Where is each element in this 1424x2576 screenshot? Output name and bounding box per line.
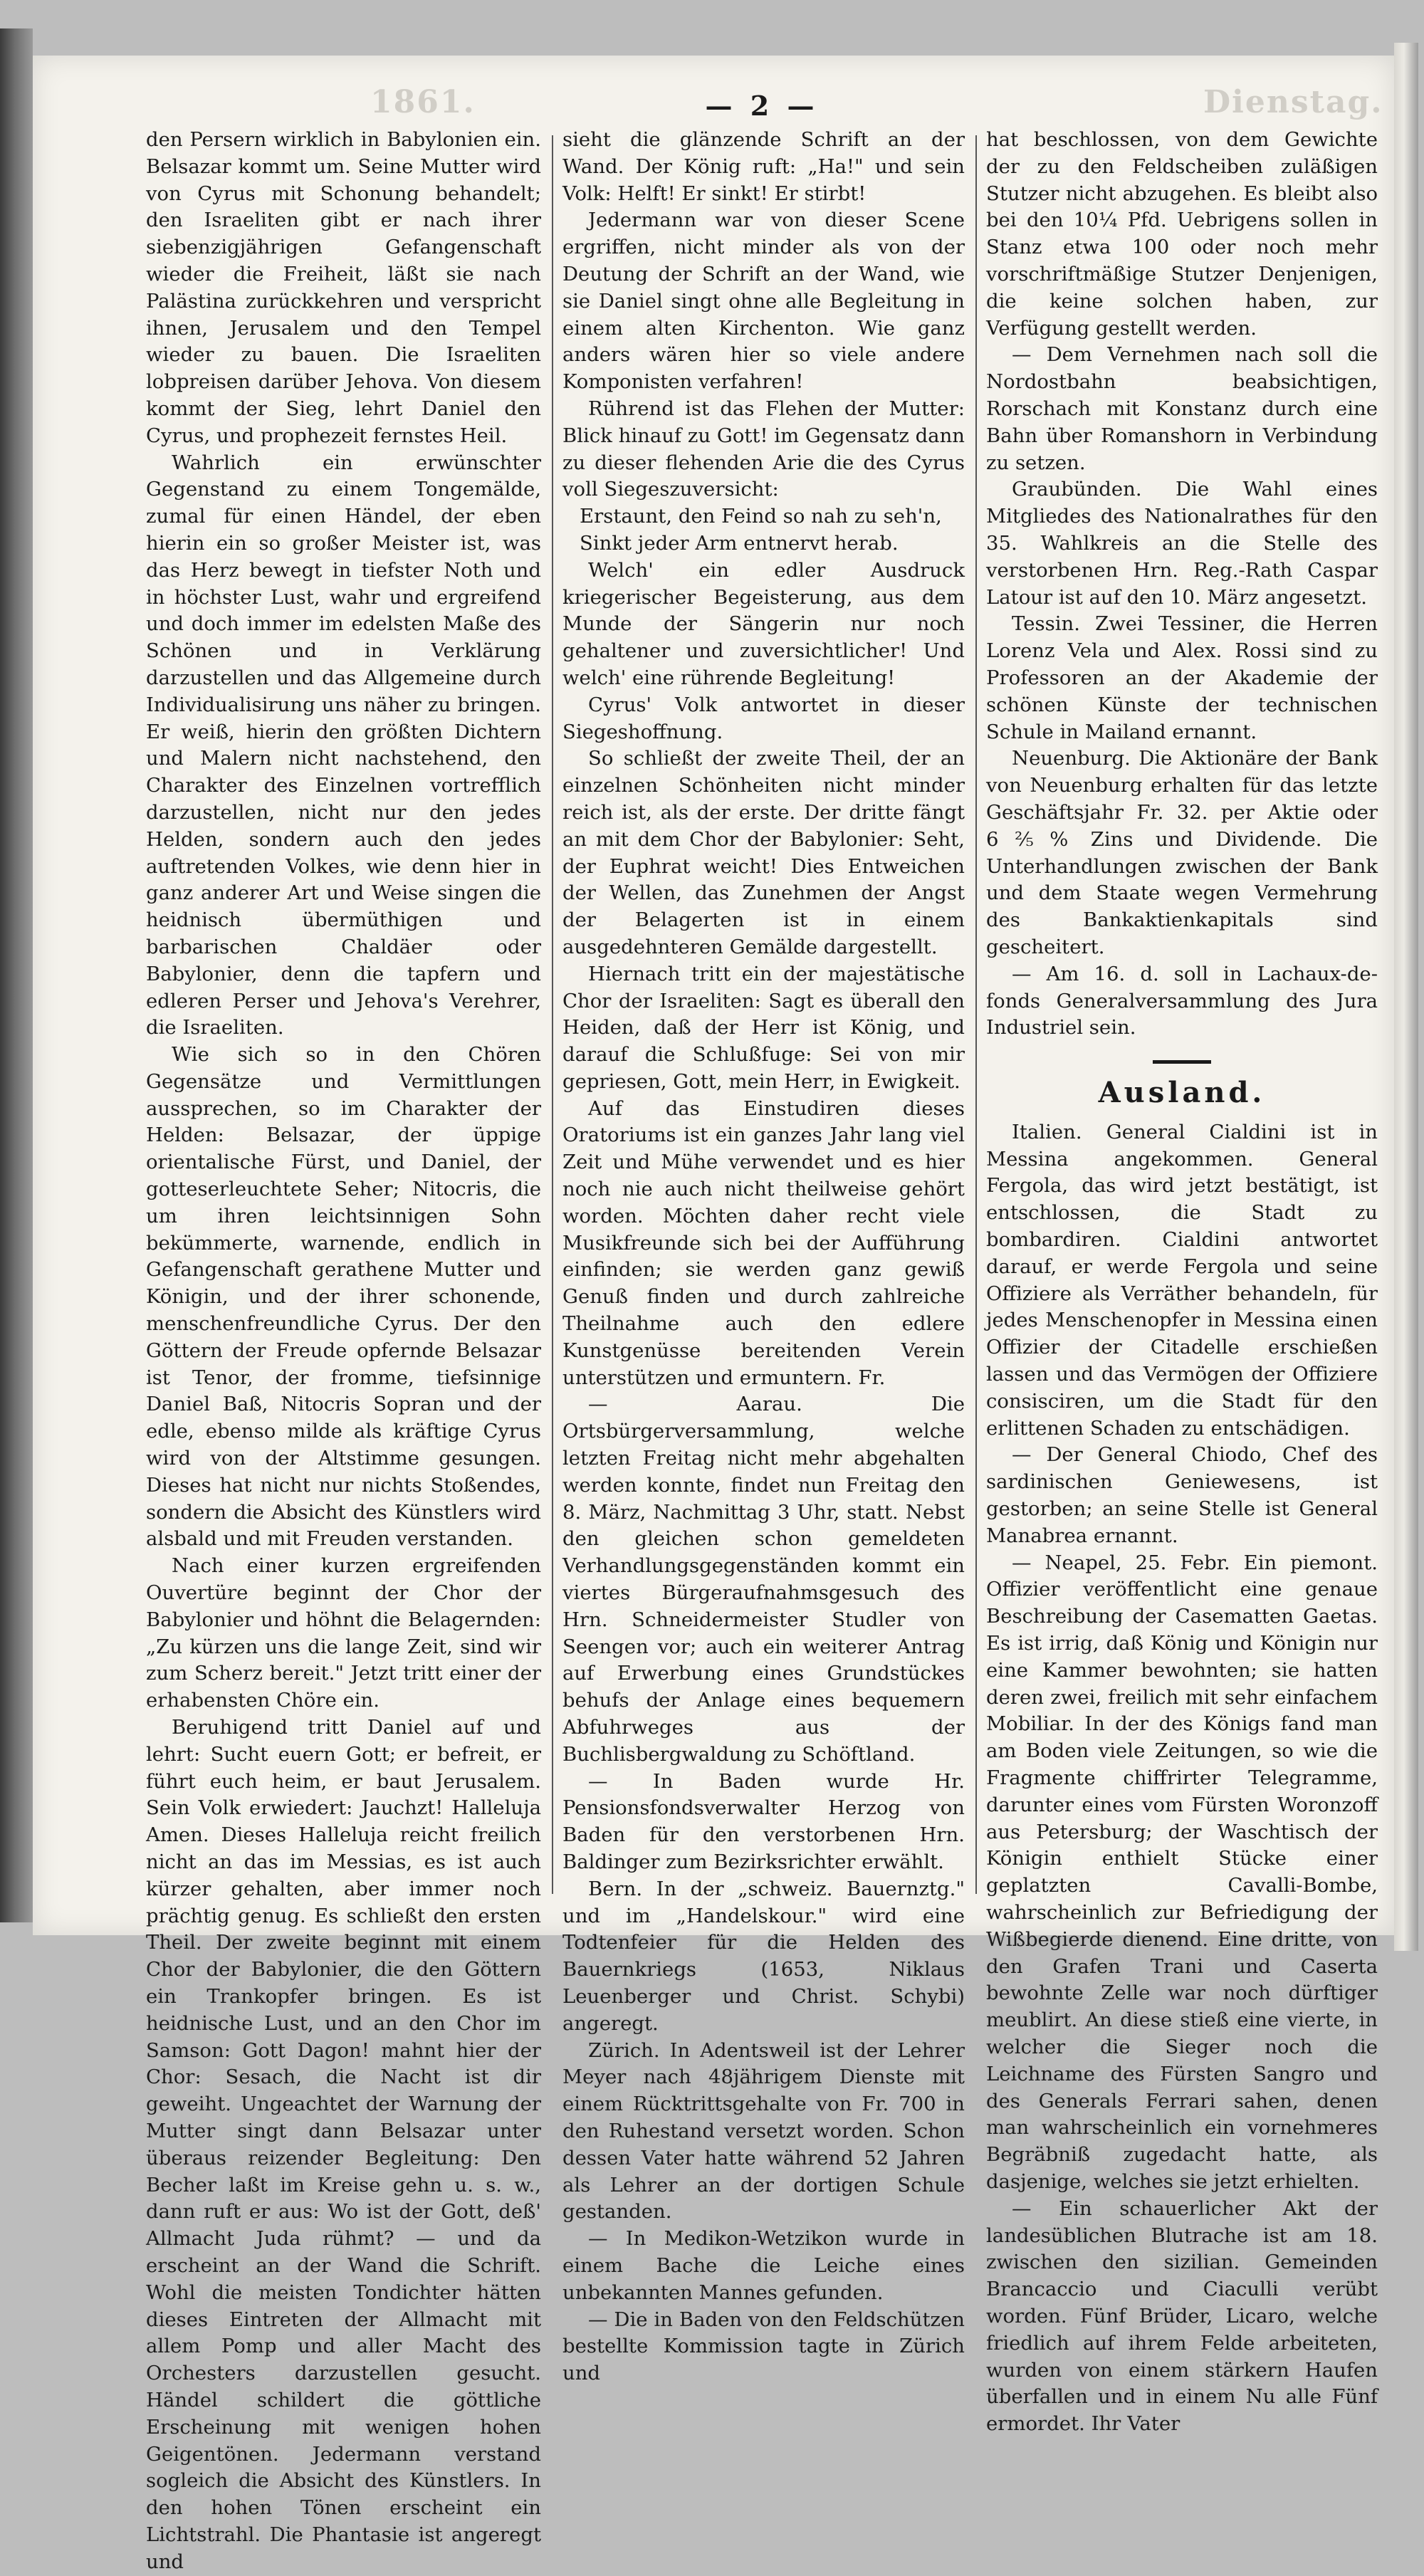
paragraph: Wahrlich ein erwünschter Gegenstand zu einem Tongemälde, zumal für einen Händel, der eben hierin ein so großer Meister ist, was das Herz bewegt in tiefster Noth und in höchster Lust, wahr und ergreifend und doch immer im edelsten Maße des Schönen und in Verklärung darzustellen und das Allgemeine durch Individualisirung uns näher zu bringen. Er weiß, hierin den größten Dichtern und Malern nicht nachstehend, den Charakter des Einzelnen vortrefflich darzustellen, nicht nur den jedes Helden, sondern auch den jedes auftretenden Volkes, wie denn hier in ganz anderer Art und Weise singen die heidnisch übermüthigen und barbarischen Chaldäer oder Babylonier, denn die tapfern und edleren Perser und Jehova's Verehrer, die Israeliten. xyxy=(146,451,541,1040)
bleed-through-left: 1861. xyxy=(370,84,476,120)
paragraph: — In Medikon-Wetzikon wurde in einem Bache die Leiche eines unbekannten Mannes gefunden. xyxy=(562,2227,965,2304)
paragraph: — Ein schauerlicher Akt der landesüblichen Blutrache ist am 18. zwischen den sizilian. Gemeinden Brancaccio und Ciaculli verübt worden. Fünf Brüder, Licaro, welche friedlich auf ihrem Felde arbeiteten, wurden von einem stärkern Haufen überfallen und in einem Nu alle Fünf ermordet. Ihr Vater xyxy=(986,2197,1378,2436)
paragraph: Italien. General Cialdini ist in Messina angekommen. General Fergola, das wird jetzt bestätigt, ist entschlossen, die Stadt zu bombardiren. Cialdini antwortet darauf, er werde Fergola und seine Offiziere als Verräther behandeln, für jedes Menschenopfer in Messina einen Offizier der Citadelle erschießen lassen und das Vermögen der Offiziere consisciren, um die Stadt für den erlittenen Schaden zu entschädigen. xyxy=(986,1120,1378,1440)
column-2 xyxy=(562,127,965,2385)
paragraph: Erstaunt, den Feind so nah zu seh'n, xyxy=(580,505,942,528)
paragraph: — Aarau. Die Ortsbürgerversammlung, welche letzten Freitag nicht mehr abgehalten werden konnte, findet nun Freitag den 8. März, Nachmittag 3 Uhr, statt. Nebst den gleichen schon gemeldeten Verhandlungsgegenständen kommt ein viertes Bürgeraufnahmsgesuch des Hrn. Schneidermeister Studler von Seengen vor; auch ein weiterer Antrag auf Erwerbung eines Grundstückes behufs der Anlage eines bequemern Abfuhrweges aus der Buchlisbergwaldung zu Schöftland. xyxy=(562,1393,965,1766)
paragraph: Jedermann war von dieser Scene ergriffen, nicht minder als von der Deutung der Schrift an der Wand, wie sie Daniel singt ohne alle Begleitung in einem alten Kirchenton. Wie ganz anders wären hier so viele andere Komponisten verfahren! xyxy=(562,209,965,394)
paragraph: So schließt der zweite Theil, der an einzelnen Schönheiten nicht minder reich ist, als der erste. Der dritte fängt an mit dem Chor der Babylonier: Seht, der Euphrat weicht! Dies Entweichen der Wellen, das Zunehmen der Angst der Belagerten ist in einem ausgedehnteren Gemälde dargestellt. xyxy=(562,747,965,958)
paragraph: Beruhigend tritt Daniel auf und lehrt: Sucht euern Gott; er befreit, er führt euch heim, er baut Jerusalem. Sein Volk erwiedert: Jauchzt! Halleluja Amen. Dieses Halleluja reicht freilich nicht an das im Messias, es ist auch kürzer gehalten, aber immer noch prächtig genug. Es schließt den ersten Theil. Der zweite beginnt mit einem Chor der Babylonier, die den Göttern ein Trankopfer bringen. Es ist heidnische Lust, und an den Chor im Samson: Gott Dagon! mahnt hier der Chor: Sesach, die Nacht ist dir geweiht. Ungeachtet der Warnung der Mutter singt dann Belsazar unter überaus reizender Begleitung: Den Becher laßt im Kreise gehn u. s. w., dann ruft er aus: Wo ist der Gott, deß' Allmacht Juda rühmt? — und da erscheint an der Wand die Schrift. Wohl die meisten Tondichter hätten dieses Eintreten der Allmacht mit allem Pomp und aller Macht des Orchesters darzustellen gesucht. Händel schildert die göttliche Erscheinung mit wenigen hohen Geigentönen. Jedermann verstand sogleich die Absicht des Künstlers. In den hohen Tönen erscheint ein Lichtstrahl. Die Phantasie ist angeregt und xyxy=(146,1716,541,2573)
paragraph: Welch' ein edler Ausdruck kriegerischer Begeisterung, aus dem Munde der Sängerin nur noch gehaltener und zuversichtlicher! Und welch' eine rührende Begleitung! xyxy=(562,558,965,689)
paragraph: — Dem Vernehmen nach soll die Nordostbahn beabsichtigen, Rorschach mit Konstanz durch eine Bahn über Romanshorn in Verbindung zu setzen. xyxy=(986,343,1378,474)
section-heading-ausland: Ausland. xyxy=(1098,1076,1266,1110)
paragraph: Auf das Einstudiren dieses Oratoriums ist ein ganzes Jahr lang viel Zeit und Mühe verwendet und es hier noch nie auch nicht theilweise gehört worden. Möchten daher recht viele Musikfreunde sich bei der Aufführung einfinden; sie werden ganz gewiß Genuß finden und durch zahlreiche Theilnahme auch den edlere Kunstgenüsse bereitenden Verein unterstützen und ermuntern. Fr. xyxy=(562,1096,965,1389)
bleed-through-right: Dienstag. xyxy=(1203,84,1383,120)
paragraph: Graubünden. Die Wahl eines Mitgliedes des Nationalrathes für den 35. Wahlkreis an die Stelle des verstorbenen Hrn. Reg.-Rath Caspar Latour ist auf den 10. März angesetzt. xyxy=(986,478,1378,609)
paragraph: Rührend ist das Flehen der Mutter: Blick hinauf zu Gott! im Gegensatz dann zu dieser flehenden Arie die des Cyrus voll Siegeszuversicht: xyxy=(562,397,965,501)
column-3-foreign-news xyxy=(986,1119,1378,2438)
paragraph: Wie sich so in den Chören Gegensätze und Vermittlungen aussprechen, so im Charakter der Helden: Belsazar, der üppige orientalische Fürst, und Daniel, der gotteserleuchtete Seher; Nitocris, die um ihren leichtsinnigen Sohn bekümmerte, warnende, endlich in Gefangenschaft gerathene Mutter und Königin, und der ihrer schonende, menschenfreundliche Cyrus. Der den Göttern der Freude opfernde Belsazar ist Tenor, der fromme, tiefsinnige Daniel Baß, Nitocris Sopran und der edle, ebenso milde als kräftige Cyrus wird von der Altstimme gesungen. Dieses hat nicht nur nichts Stoßendes, sondern die Absicht des Künstlers wird alsbald und mit Freuden verstanden. xyxy=(146,1043,541,1551)
paragraph: hat beschlossen, von dem Gewichte der zu den Feldscheiben zuläßigen Stutzer nicht abzugehen. Es bleibt also bei den 10¼ Pfd. Uebrigens sollen in Stanz etwa 100 oder noch mehr vorschriftmäßige Stutzer Denjenigen, die keine solchen haben, zur Verfügung gestellt werden. xyxy=(986,128,1378,340)
paragraph: Hiernach tritt ein der majestätische Chor der Israeliten: Sagt es überall den Heiden, daß der Herr ist König, und darauf die Schlußfuge: Sei von mir gepriesen, Gott, mein Herr, in Ewigkeit. xyxy=(562,962,965,1093)
section-rule xyxy=(1153,1060,1211,1064)
paragraph: Neuenburg. Die Aktionäre der Bank von Neuenburg erhalten für das letzte Geschäftsjahr Fr. 32. per Aktie oder 6⅖% Zins und Dividende. Die Unterhandlungen zwischen der Bank und dem Staate wegen Vermehrung des Bankaktienkapitals sind gescheitert. xyxy=(986,747,1378,958)
column-3 xyxy=(986,127,1378,2436)
column-3-swiss-news xyxy=(986,127,1378,1042)
paragraph: Bern. In der „schweiz. Bauernztg." und im „Handelskour." wird eine Todtenfeier für die Helden des Bauernkriegs (1653, Niklaus Leuenberger und Christ. Schybi) angeregt. xyxy=(562,1877,965,2035)
page-edge xyxy=(1394,43,1418,1951)
column-separator xyxy=(975,135,977,1894)
paragraph: — In Baden wurde Hr. Pensionsfondsverwalter Herzog von Baden für den verstorbenen Hrn. Baldinger zum Bezirksrichter erwählt. xyxy=(562,1769,965,1873)
paragraph: den Persern wirklich in Babylonien ein. Belsazar kommt um. Seine Mutter wird von Cyrus mit Schonung behandelt; den Israeliten gibt er nach ihrer siebenzigjährigen Gefangenschaft wieder die Freiheit, läßt sie nach Palästina zurückkehren und verspricht ihnen, Jerusalem und den Tempel wieder zu bauen. Die Israeliten lobpreisen darüber Jehova. Von diesem kommt der Sieg, lehrt Daniel den Cyrus, und prophezeit fernstes Heil. xyxy=(146,128,541,447)
paragraph: Cyrus' Volk antwortet in dieser Siegeshoffnung. xyxy=(562,693,965,743)
paragraph: Tessin. Zwei Tessiner, die Herren Lorenz Vela und Alex. Rossi sind zu Professoren an der Akademie der schönen Künste der technischen Schule in Mailand ernannt. xyxy=(986,612,1378,743)
paragraph: — Neapel, 25. Febr. Ein piemont. Offizier veröffentlicht eine genaue Beschreibung der Casematten Gaetas. Es ist irrig, daß König und Königin nur eine Kammer bewohnten; sie hatten deren zwei, freilich mit sehr einfachem Mobiliar. In der des Königs fand man am Boden viele Zeitungen, so wie die Fragmente chiffrirter Telegramme, darunter eines vom Fürsten Woronzoff aus Petersburg; der Waschtisch der Königin enthielt Stücke einer geplatzten Cavalli-Bombe, wahrscheinlich zur Befriedigung der Wißbegierde dienend. Eine dritte, von den Grafen Trani und Caserta bewohnte Zelle war noch dürftiger meublirt. An diese stieß eine vierte, in welcher die Sieger noch die Leichname des Fürsten Sangro und des Generals Ferrari sahen, denen man wahrscheinlich ein vornehmeres Begräbniß zugedacht hatte, als dasjenige, welches sie jetzt erhielten. xyxy=(986,1551,1378,2193)
paragraph: Zürich. In Adentsweil ist der Lehrer Meyer nach 48jährigem Dienste mit einem Rücktrittsgehalte von Fr. 700 in den Ruhestand versetzt worden. Schon dessen Vater hatte während 52 Jahren als Lehrer an der dortigen Schule gestanden. xyxy=(562,2038,965,2224)
paragraph: — Am 16. d. soll in Lachaux-de-fonds Generalversammlung des Jura Industriel sein. xyxy=(986,962,1378,1040)
paragraph: Nach einer kurzen ergreifenden Ouvertüre beginnt der Chor der Babylonier und höhnt die Belagernden: „Zu kürzen uns die lange Zeit, sind wir zum Scherz bereit." Jetzt tritt einer der erhabensten Chöre ein. xyxy=(146,1554,541,1712)
paragraph: — Der General Chiodo, Chef des sardinischen Geniewesens, ist gestorben; an seine Stelle ist General Manabrea ernannt. xyxy=(986,1443,1378,1547)
column-1 xyxy=(146,127,541,2573)
paragraph: — Die in Baden von den Feldschützen bestellte Kommission tagte in Zürich und xyxy=(562,2308,965,2385)
paragraph: sieht die glänzende Schrift an der Wand. Der König ruft: „Ha!" und sein Volk: Helft! Er sinkt! Er stirbt! xyxy=(562,128,965,205)
column-separator xyxy=(552,135,553,1894)
paragraph: Sinkt jeder Arm entnervt herab. xyxy=(580,531,899,555)
page-number: — 2 — xyxy=(705,90,819,122)
book-binding xyxy=(0,28,33,1922)
